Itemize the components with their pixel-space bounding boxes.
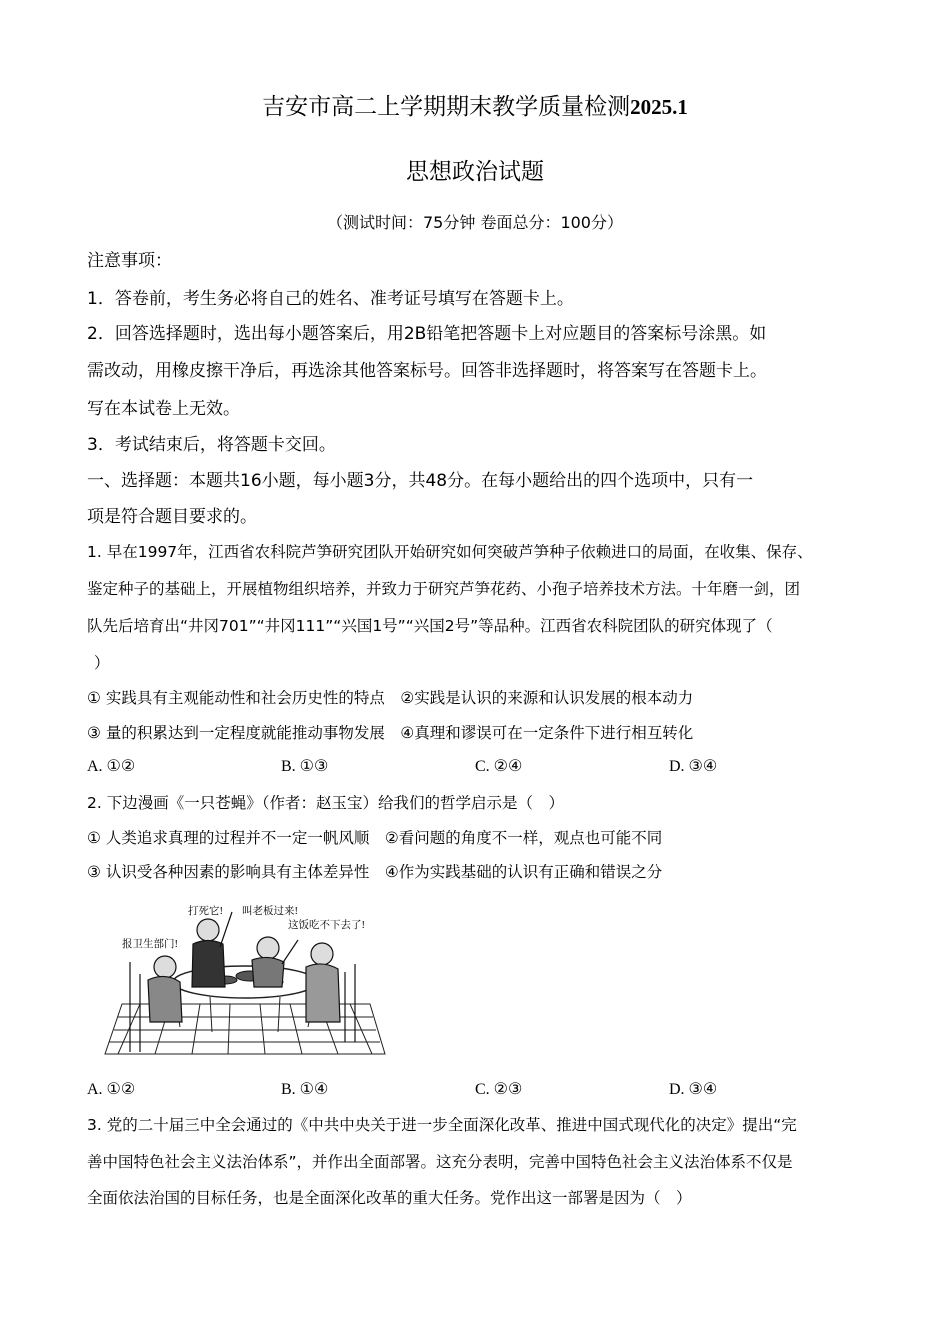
q1-option-a[interactable]: A. ①② [87, 758, 136, 775]
cartoon-label: 报卫生部门! [122, 939, 178, 950]
q1-stem-line: 1. 早在1997年，江西省农科院芦笋研究团队开始研究如何突破芦笋种子依赖进口的局面，在收集、保存、 [87, 543, 813, 561]
q1-stem-line: ） [94, 654, 110, 672]
page-title [0, 88, 950, 121]
q1-statement: ③ 量的积累达到一定程度就能推动事物发展 ④真理和谬误可在一定条件下进行相互转化 [87, 724, 694, 742]
note-line: 2．回答选择题时，选出每小题答案后，用2B铅笔把答题卡上对应题目的答案标号涂黑。如 [87, 324, 767, 344]
section-heading-cont: 项是符合题目要求的。 [87, 507, 257, 527]
note-line: 3．考试结束后，将答题卡交回。 [87, 435, 336, 455]
cartoon-fly-image [100, 892, 390, 1062]
note-line: 写在本试卷上无效。 [87, 399, 240, 419]
cartoon-label: 这饭吃不下去了! [288, 920, 365, 931]
subject-title: 思想政治试题 [406, 159, 544, 185]
q2-option-c[interactable]: C. ②③ [475, 1081, 523, 1098]
cartoon-label: 打死它! [188, 906, 223, 917]
section-heading: 一、选择题：本题共16小题，每小题3分，共48分。在每小题给出的四个选项中，只有一 [87, 471, 754, 491]
q1-stem-line: 队先后培育出“井冈701”“井冈111”“兴国1号”“兴国2号”等品种。江西省农科院团队的研究体现了（ [87, 617, 773, 635]
q1-statement: ① 实践具有主观能动性和社会历史性的特点 ②实践是认识的来源和认识发展的根本动力 [87, 689, 694, 707]
q2-option-a[interactable]: A. ①② [87, 1081, 136, 1098]
title-year: 2025.1 [630, 95, 688, 119]
q3-stem-line: 3. 党的二十届三中全会通过的《中共中央关于进一步全面深化改革、推进中国式现代化的决定》提出“完 [87, 1116, 797, 1134]
q1-option-c[interactable]: C. ②④ [475, 758, 523, 775]
q1-option-b[interactable]: B. ①③ [281, 758, 329, 775]
q1-stem-line: 鉴定种子的基础上，开展植物组织培养，并致力于研究芦笋花药、小孢子培养技术方法。十年磨一剑，团 [87, 580, 801, 598]
exam-info: （测试时间：75分钟 卷面总分：100分） [327, 213, 623, 232]
note-line: 1．答卷前，考生务必将自己的姓名、准考证号填写在答题卡上。 [87, 289, 574, 309]
q2-statement: ③ 认识受各种因素的影响具有主体差异性 ④作为实践基础的认识有正确和错误之分 [87, 863, 663, 881]
q2-option-b[interactable]: B. ①④ [281, 1081, 329, 1098]
q2-stem: 2. 下边漫画《一只苍蝇》（作者：赵玉宝）给我们的哲学启示是（ ） [87, 794, 564, 812]
cartoon-label: 叫老板过来! [242, 906, 298, 917]
q3-stem-line: 全面依法治国的目标任务，也是全面深化改革的重大任务。党作出这一部署是因为（ ） [87, 1189, 692, 1207]
note-line: 需改动，用橡皮擦干净后，再选涂其他答案标号。回答非选择题时，将答案写在答题卡上。 [87, 361, 767, 381]
title-main: 吉安市高二上学期期末教学质量检测 [262, 94, 631, 120]
q1-option-d[interactable]: D. ③④ [669, 758, 718, 775]
notes-heading: 注意事项： [87, 251, 172, 271]
q3-stem-line: 善中国特色社会主义法治体系”，并作出全面部署。这充分表明，完善中国特色社会主义法治体系不仅是 [87, 1153, 793, 1171]
q2-statement: ① 人类追求真理的过程并不一定一帆风顺 ②看问题的角度不一样，观点也可能不同 [87, 829, 663, 847]
q2-option-d[interactable]: D. ③④ [669, 1081, 718, 1098]
